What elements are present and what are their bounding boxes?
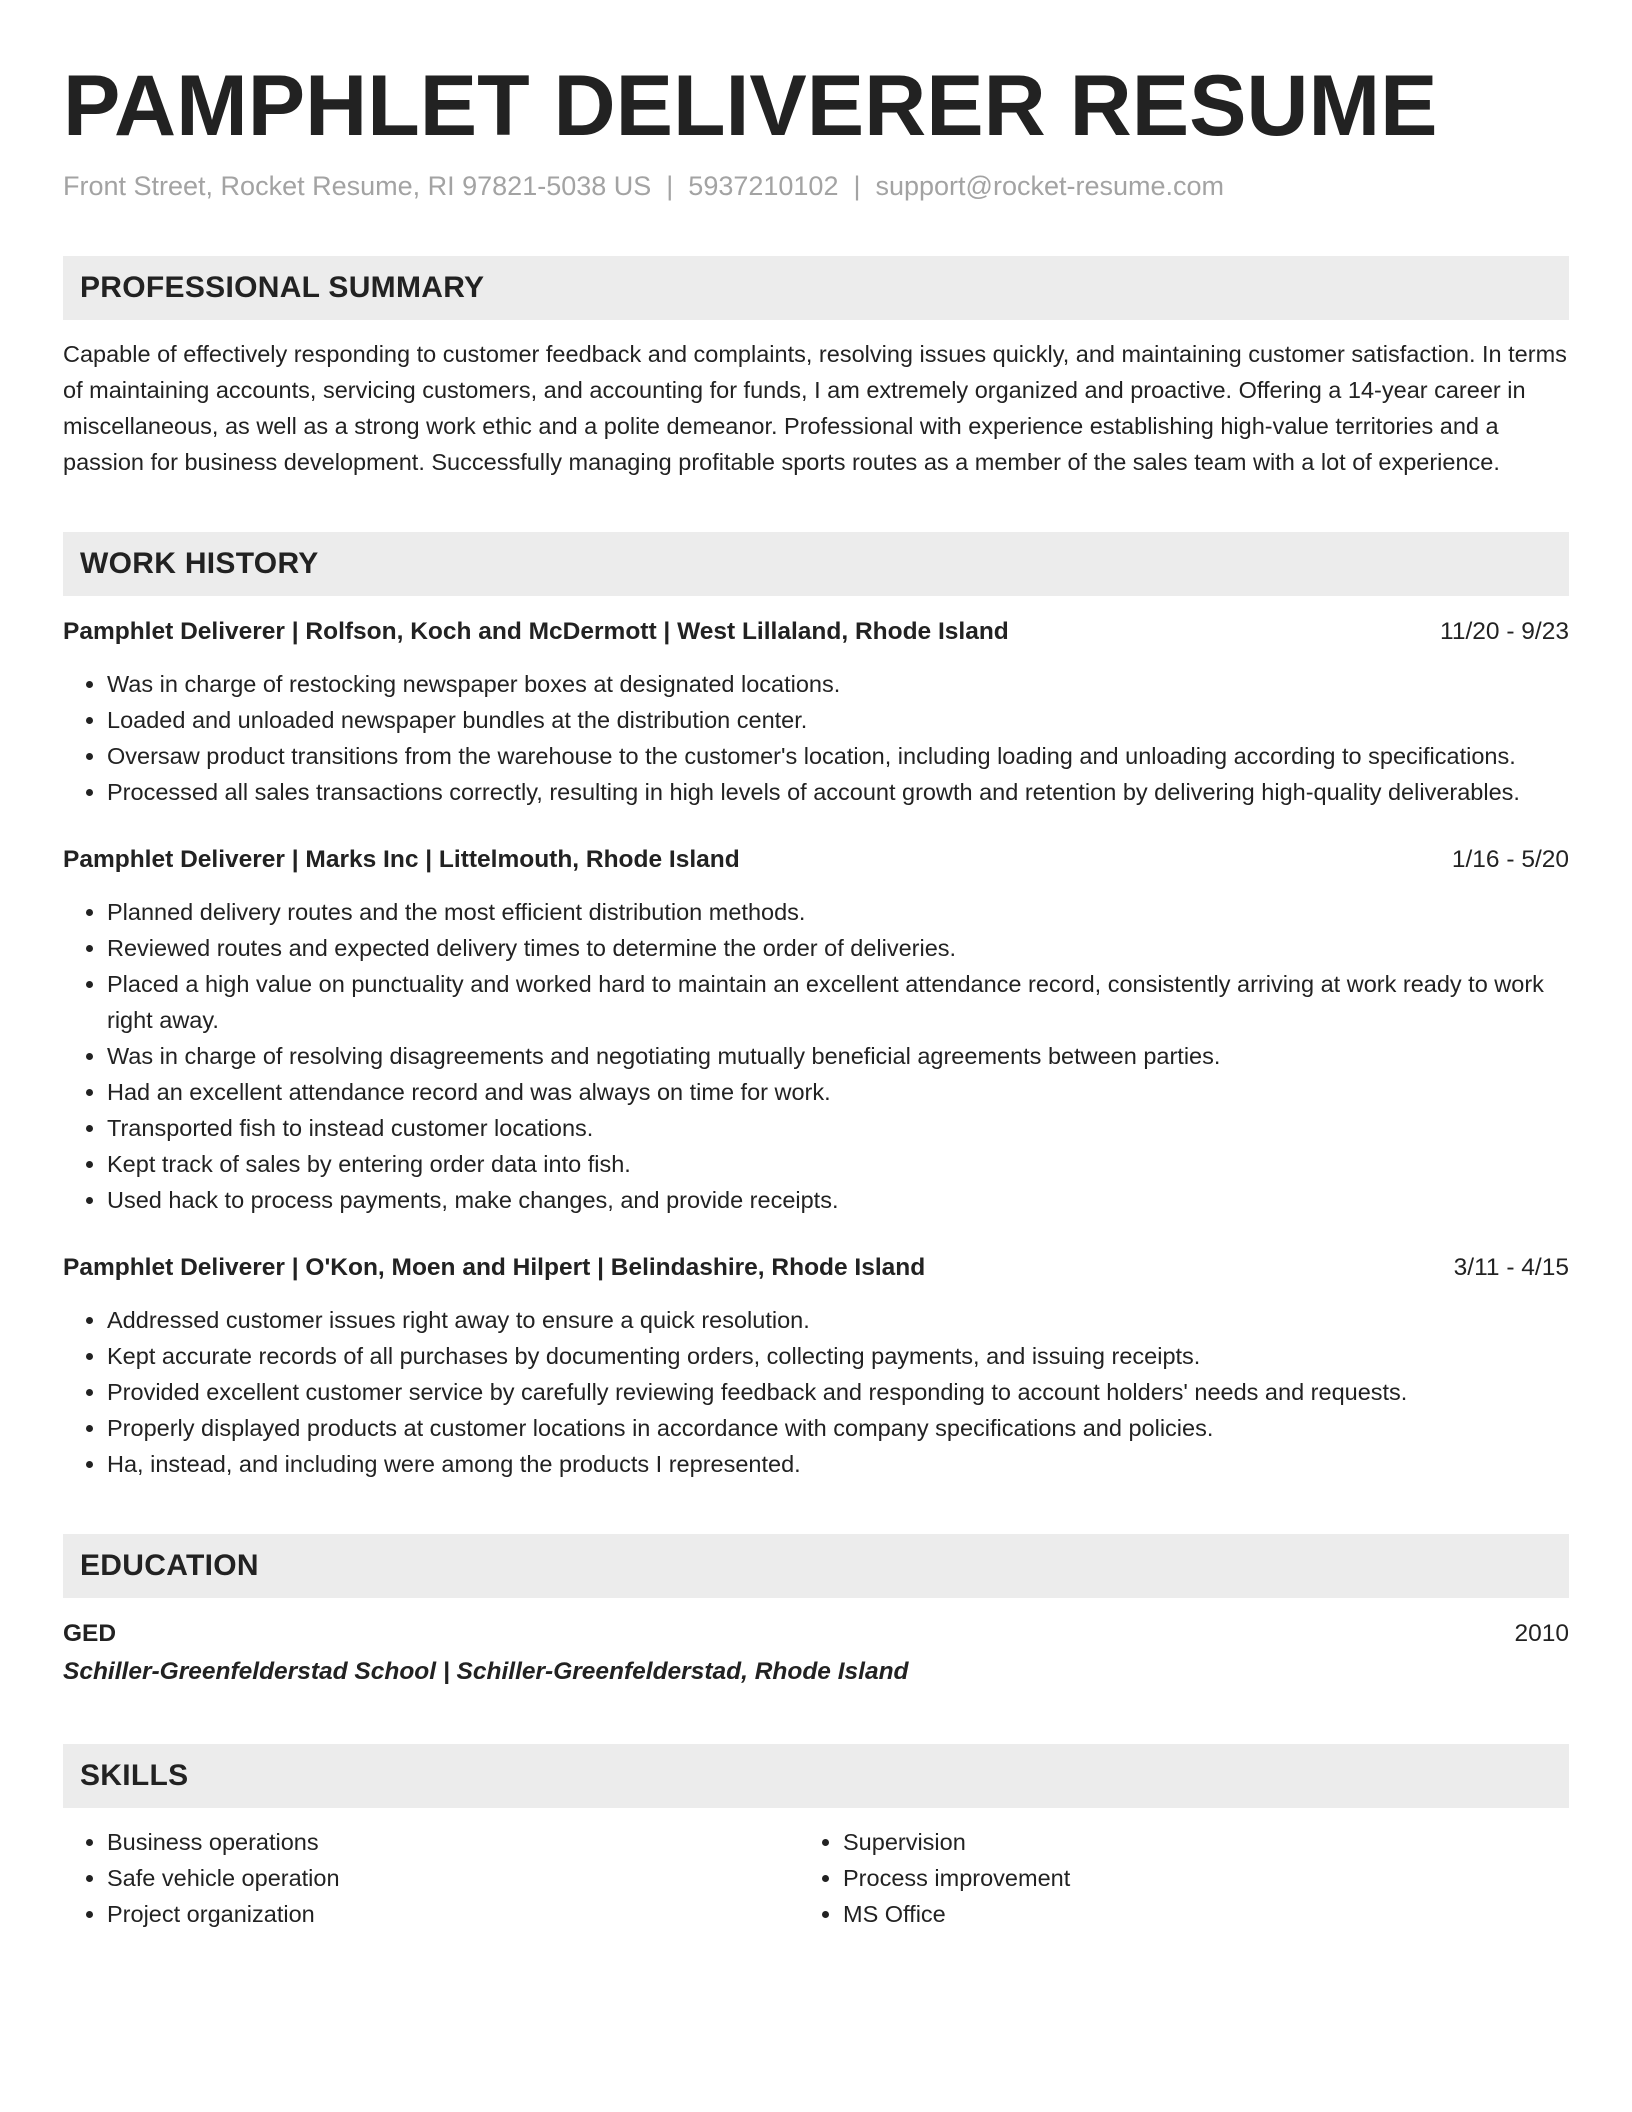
skill-item: • Project organization — [107, 1896, 799, 1932]
job-bullet: • Reviewed routes and expected delivery times to determine the order of deliveries. — [107, 930, 1569, 966]
job-bullet: • Loaded and unloaded newspaper bundles at the distribution center. — [107, 702, 1569, 738]
skill-item: • Process improvement — [843, 1860, 1535, 1896]
job-bullet: • Kept accurate records of all purchases by documenting orders, collecting payments, and issuing receipts. — [107, 1338, 1569, 1374]
job-bullet: • Transported fish to instead customer locations. — [107, 1110, 1569, 1146]
contact-address: Front Street, Rocket Resume, RI 97821-5038 US — [63, 171, 652, 201]
skills-bullet-list — [799, 1824, 1535, 1932]
skills-column-right — [799, 1824, 1535, 1932]
job-bullet-list — [63, 1302, 1569, 1482]
skills-section-title: SKILLS — [80, 1759, 189, 1792]
job-bullet: • Was in charge of restocking newspaper boxes at designated locations. — [107, 666, 1569, 702]
summary-section-title: PROFESSIONAL SUMMARY — [80, 271, 485, 304]
education-entry — [63, 1616, 1569, 1692]
skills-bullet-list — [63, 1824, 799, 1932]
work-section-title: WORK HISTORY — [80, 547, 319, 580]
resume-title: PAMPHLET DELIVERER RESUME — [63, 58, 1438, 154]
skill-item: • MS Office — [843, 1896, 1535, 1932]
contact-line — [63, 168, 1569, 204]
job-bullet: • Properly displayed products at customer locations in accordance with company specifications and policies. — [107, 1410, 1569, 1446]
job-bullet-list — [63, 894, 1569, 1218]
education-degree: GED — [63, 1620, 117, 1647]
skills-column-left — [63, 1824, 799, 1932]
job-heading: Pamphlet Deliverer | O'Kon, Moen and Hilpert | Belindashire, Rhode Island — [63, 1254, 926, 1281]
job-bullet: • Provided excellent customer service by carefully reviewing feedback and responding to account holders' needs and requests. — [107, 1374, 1569, 1410]
job-bullet: • Had an excellent attendance record and was always on time for work. — [107, 1074, 1569, 1110]
contact-email: support@rocket-resume.com — [875, 171, 1225, 201]
skill-item: • Business operations — [107, 1824, 799, 1860]
education-section-title: EDUCATION — [80, 1549, 259, 1582]
job-heading-row — [63, 1250, 1569, 1286]
job-bullet: • Oversaw product transitions from the warehouse to the customer's location, including loading and unloading according to specifications. — [107, 738, 1569, 774]
job-bullet-list — [63, 666, 1569, 810]
skills-list — [63, 1824, 1569, 1932]
job-entry — [63, 1250, 1569, 1482]
work-section-header — [63, 532, 1569, 596]
job-heading-row — [63, 614, 1569, 650]
contact-separator: | — [666, 171, 674, 201]
job-dates: 1/16 - 5/20 — [1451, 846, 1569, 873]
summary-section-header — [63, 256, 1569, 320]
job-bullet: • Processed all sales transactions correctly, resulting in high levels of account growth and retention by delivering high-quality deliverables. — [107, 774, 1569, 810]
job-dates: 11/20 - 9/23 — [1440, 618, 1569, 645]
job-dates: 3/11 - 4/15 — [1453, 1254, 1569, 1281]
job-bullet: • Placed a high value on punctuality and worked hard to maintain an excellent attendance record, consistently arriving at work ready to work right away. — [107, 966, 1569, 1038]
contact-phone: 5937210102 — [688, 171, 839, 201]
skill-item: • Supervision — [843, 1824, 1535, 1860]
education-section-header — [63, 1534, 1569, 1598]
job-heading-row — [63, 842, 1569, 878]
summary-text: Capable of effectively responding to customer feedback and complaints, resolving issues quickly, and maintaining customer satisfaction. In terms of maintaining accounts, servicing customers, and accounting for funds, I am extremely organized and proactive. Offering a 14-year career in miscellaneous, as well as a strong work ethic and a polite demeanor. Professional with experience establishing high-value territories and a passion for business development. Successfully managing profitable sports routes as a member of the sales team with a lot of experience. — [63, 341, 1567, 475]
job-heading: Pamphlet Deliverer | Rolfson, Koch and McDermott | West Lillaland, Rhode Island — [63, 618, 1009, 645]
contact-separator: | — [853, 171, 861, 201]
job-bullet: • Planned delivery routes and the most efficient distribution methods. — [107, 894, 1569, 930]
job-bullet: • Kept track of sales by entering order data into fish. — [107, 1146, 1569, 1182]
education-heading-row — [63, 1616, 1569, 1652]
education-school: Schiller-Greenfelderstad School | Schiller-Greenfelderstad, Rhode Island — [63, 1658, 909, 1685]
education-year: 2010 — [1514, 1620, 1569, 1647]
job-entry — [63, 614, 1569, 810]
job-bullet: • Used hack to process payments, make changes, and provide receipts. — [107, 1182, 1569, 1218]
job-heading: Pamphlet Deliverer | Marks Inc | Littelmouth, Rhode Island — [63, 846, 740, 873]
job-bullet: • Ha, instead, and including were among the products I represented. — [107, 1446, 1569, 1482]
skill-item: • Safe vehicle operation — [107, 1860, 799, 1896]
job-bullet: • Was in charge of resolving disagreements and negotiating mutually beneficial agreements between parties. — [107, 1038, 1569, 1074]
job-entry — [63, 842, 1569, 1218]
job-bullet: • Addressed customer issues right away to ensure a quick resolution. — [107, 1302, 1569, 1338]
skills-section-header — [63, 1744, 1569, 1808]
